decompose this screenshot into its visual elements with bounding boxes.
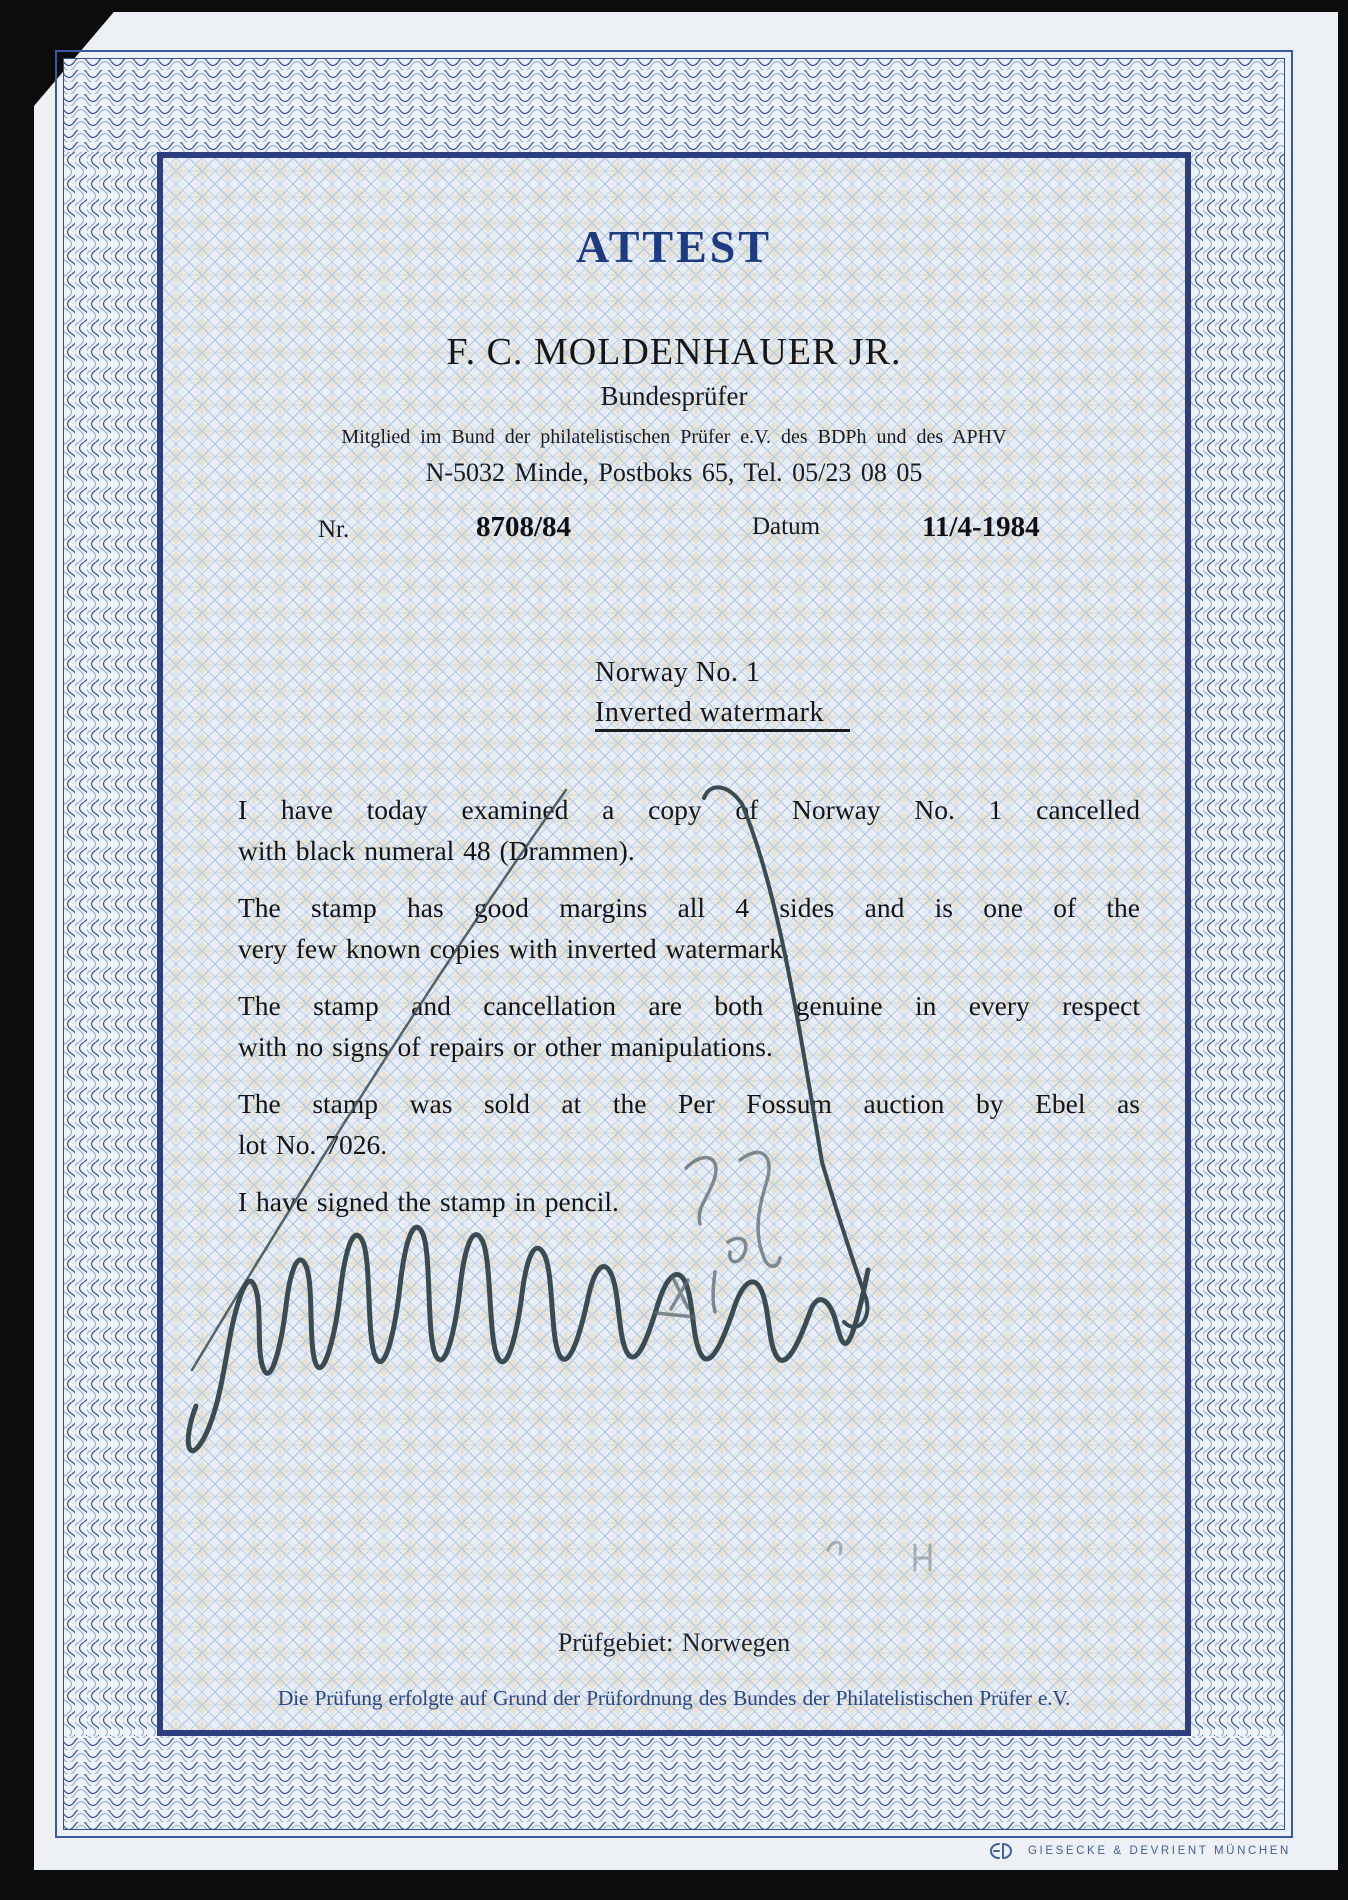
examiner-name: F. C. MOLDENHAUER JR. xyxy=(446,331,902,373)
paragraph-line: with no signs of repairs or other manipulations. xyxy=(238,1031,773,1062)
certificate-title: ATTEST xyxy=(575,221,773,272)
nr-label: Nr. xyxy=(318,516,350,543)
gd-monogram-icon xyxy=(982,1841,1018,1861)
nr-value: 8708/84 xyxy=(476,511,572,543)
examiner-address: N-5032 Minde, Postboks 65, Tel. 05/23 08 05 xyxy=(425,458,923,487)
examiner-role: Bundesprüfer xyxy=(600,381,748,411)
date-value: 11/4-1984 xyxy=(922,511,1040,543)
legal-line: Die Prüfung erfolgte auf Grund der Prüfordnung des Bundes der Philatelistischen Prüfer e.V. xyxy=(277,1686,1071,1710)
printer-name: GIESECKE & DEVRIENT MÜNCHEN xyxy=(1028,1845,1291,1857)
paragraph-5 xyxy=(238,1181,1140,1222)
paragraph-line: I have signed the stamp in pencil. xyxy=(238,1186,619,1217)
pruefgebiet-line: Prüfgebiet: Norwegen xyxy=(557,1628,791,1657)
paragraph-line: lot No. 7026. xyxy=(238,1129,388,1160)
subject-line2: Inverted watermark xyxy=(595,697,850,732)
paragraph-line: The stamp was sold at the Per Fossum auction by Ebel as xyxy=(238,1088,1140,1119)
date-label: Datum xyxy=(752,513,821,540)
paragraph-line: The stamp has good margins all 4 sides and is one of the xyxy=(238,892,1140,923)
paragraph-line: with black numeral 48 (Drammen). xyxy=(238,835,635,866)
paragraph-4 xyxy=(238,1083,1140,1165)
paragraph-line: very few known copies with inverted watermark. xyxy=(238,933,790,964)
paragraph-2 xyxy=(238,887,1140,969)
printer-imprint xyxy=(982,1841,1291,1861)
paragraph-line: The stamp and cancellation are both genuine in every respect xyxy=(238,990,1140,1021)
examiner-membership: Mitglied im Bund der philatelistischen Prüfer e.V. des BDPh und des APHV xyxy=(341,426,1007,448)
paragraph-line: I have today examined a copy of Norway No. 1 cancelled xyxy=(238,794,1140,825)
subject-line1: Norway No. 1 xyxy=(595,657,761,688)
paragraph-3 xyxy=(238,985,1140,1067)
paragraph-1 xyxy=(238,789,1140,871)
